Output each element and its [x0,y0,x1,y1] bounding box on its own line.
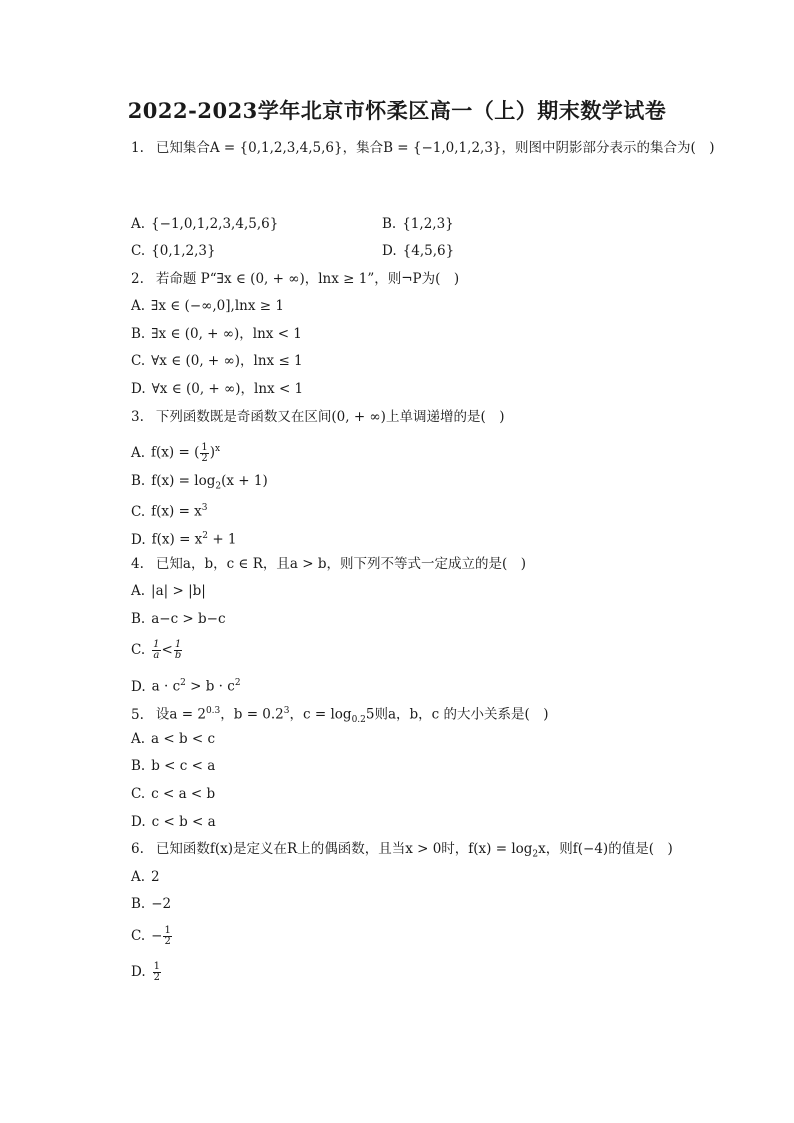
question-1 [131,139,715,157]
fraction: $\frac{1}{b}$ [174,639,182,661]
option-a: A. a < b < c [131,731,216,747]
option-b: B. $f(x) = \log_2(x + 1)$ [131,473,268,492]
question-number: 5. [131,706,144,723]
option-a: A. ∃x ∈ (−∞,0],lnx ≥ 1 [131,298,284,314]
option-d: D. ∀x ∈ (0, + ∞)，lnx < 1 [131,381,304,397]
fraction: $\frac{1}{2}$ [164,925,171,947]
option-c: C. ∀x ∈ (0, + ∞)，lnx ≤ 1 [131,353,303,369]
option-b: B. −2 [131,896,172,912]
option-a: A. {−1,0,1,2,3,4,5,6} [131,216,279,232]
option-d: D. {4,5,6} [382,243,455,259]
fraction: $\frac{1}{2}$ [153,961,161,983]
option-a: A. f(x) = ( $\frac{1}{2}$ )$^x$ [131,441,221,464]
question-5: 5. 设$a = 2^{0.3}$，$b = 0.2^3$，$c = \log_{0.2}5$则a，b，c 的大小关系是( ) [131,706,549,726]
option-c: C. $\frac{1}{a}$ < $\frac{1}{b}$ [131,639,182,661]
fraction: $\frac{1}{a}$ [153,639,160,661]
question-stem: 下列函数既是奇函数又在区间(0, + ∞)上单调递增的是( ) [155,409,505,425]
fraction: $\frac{1}{2}$ [201,441,208,464]
question-stem: 若命题 P“∃x ∈ (0, + ∞)，lnx ≥ 1”，则¬P为( ) [155,271,460,287]
question-stem: 已知集合A = {0,1,2,3,4,5,6}，集合B = {−1,0,1,2,3}，则图中阴影部分表示的集合为( ) [155,140,715,156]
option-c: C. − $\frac{1}{2}$ [131,925,171,947]
option-b: B. {1,2,3} [382,216,454,232]
option-c: C. {0,1,2,3} [131,243,216,259]
question-number: 2. [131,271,144,287]
question-stem: 已知a，b，c ∈ R，且a > b，则下列不等式一定成立的是( ) [155,556,526,572]
question-number: 6. [131,841,144,857]
question-4 [131,555,526,573]
question-2 [131,270,459,288]
option-d: D. $\frac{1}{2}$ [131,961,161,983]
question-number: 3. [131,409,144,425]
option-d: D. $f(x) = x^2 + 1$ [131,531,237,548]
question-number: 4. [131,556,144,572]
question-number: 1. [131,140,144,156]
option-c: C. $f(x) = x^3$ [131,503,208,520]
option-b: B. a−c > b−c [131,611,226,627]
option-a: A. 2 [131,869,160,885]
option-b: B. ∃x ∈ (0, + ∞)，lnx < 1 [131,326,302,342]
option-b: B. b < c < a [131,758,216,774]
option-c: C. c < a < b [131,786,216,802]
question-6: 6. 已知函数f(x)是定义在R上的偶函数，且当x > 0时，$f(x) = \log_2x$，则f(−4)的值是( ) [131,841,673,860]
question-3 [131,408,504,426]
option-d: D. c < b < a [131,814,216,830]
option-d: D. $a \cdot c^2 > b \cdot c^2$ [131,678,241,695]
option-a: A. |a| > |b| [131,583,206,599]
page-title: 2022-2023学年北京市怀柔区高一（上）期末数学试卷 [127,98,667,123]
